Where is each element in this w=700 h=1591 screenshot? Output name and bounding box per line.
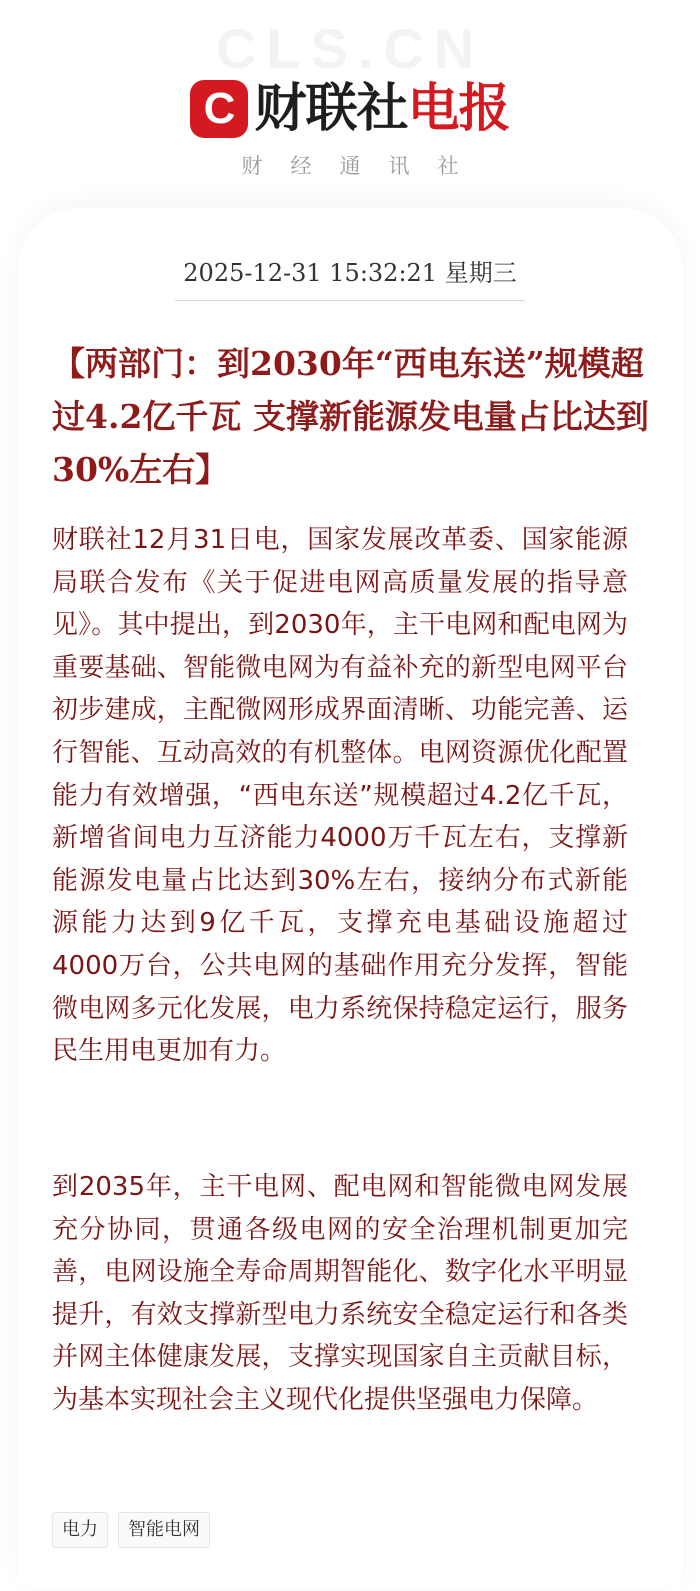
logo-letter: C — [203, 84, 236, 133]
logo-c-icon — [190, 80, 248, 138]
tag-chip[interactable]: 智能电网 — [118, 1512, 210, 1548]
article-paragraph: 财联社12月31日电，国家发展改革委、国家能源局联合发布《关于促进电网高质量发展的指导意见》。其中提出，到2030年，主干电网和配电网为重要基础、智能微电网为有益补充的新型电网平台初步建成，主配微网形成界面清晰、功能完善、运行智能、互动高效的有机整体。电网资源优化配置能力有效增强，“西电东送”规模超过4.2亿千瓦，新增省间电力互济能力4000万千瓦左右，支撑新能源发电量占比达到30%左右，接纳分布式新能源能力达到9亿千瓦，支撑充电基础设施超过4000万台，公共电网的基础作用充分发挥，智能微电网多元化发展，电力系统保持稳定运行，服务民生用电更加有力。 — [52, 525, 628, 1067]
article-headline: 【两部门：到2030年“西电东送”规模超过4.2亿千瓦 支撑新能源发电量占比达到30%左右】 — [52, 344, 649, 489]
datetime-divider — [175, 300, 525, 301]
brand-name-part1: 财联社 — [254, 79, 408, 139]
brand-logo — [0, 80, 700, 138]
tag-list — [52, 1512, 210, 1548]
watermark-text: CLS.CN — [215, 17, 485, 80]
brand-subtitle: 财经通讯社 — [241, 154, 487, 178]
brand-name — [254, 79, 510, 139]
article-paragraph: 到2035年，主干电网、配电网和智能微电网发展充分协同，贯通各级电网的安全治理机制更加完善，电网设施全寿命周期智能化、数字化水平明显提升，有效支撑新型电力系统安全稳定运行和各类并网主体健康发展，支撑实现国家自主贡献目标，为基本实现社会主义现代化提供坚强电力保障。 — [52, 1172, 628, 1415]
brand-name-part2: 电报 — [407, 79, 510, 139]
tag-chip[interactable]: 电力 — [52, 1512, 108, 1548]
publish-datetime: 2025-12-31 15:32:21 星期三 — [183, 259, 517, 287]
